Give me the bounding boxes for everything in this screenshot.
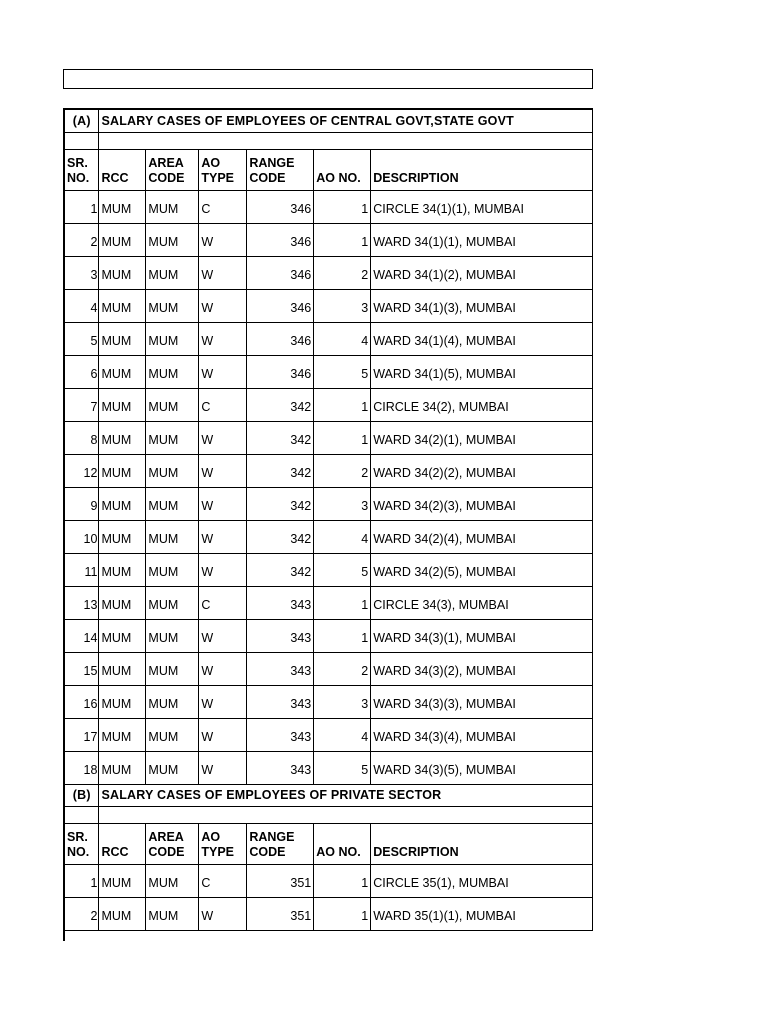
- cell-range-code[interactable]: 346: [247, 289, 314, 322]
- cell-description[interactable]: WARD 34(1)(1), MUMBAI: [371, 223, 593, 256]
- table-row: [65, 718, 593, 751]
- cell-ao-no[interactable]: 3: [314, 487, 371, 520]
- cell-ao-type[interactable]: W: [199, 256, 247, 289]
- cell-sr-no[interactable]: 3: [65, 256, 99, 289]
- cell-range-code[interactable]: 351: [247, 897, 314, 930]
- cell-sr-no[interactable]: 9: [65, 487, 99, 520]
- cell-sr-no[interactable]: 1: [65, 190, 99, 223]
- cell-ao-type[interactable]: W: [199, 520, 247, 553]
- cell-ao-type[interactable]: W: [199, 553, 247, 586]
- cell-ao-type[interactable]: C: [199, 864, 247, 897]
- col-header-ao-type[interactable]: [199, 823, 247, 864]
- cell-rcc[interactable]: MUM: [99, 388, 146, 421]
- col-header-rcc[interactable]: RCC: [99, 823, 146, 864]
- cell-sr-no[interactable]: 18: [65, 751, 99, 784]
- header-text: AREA: [148, 155, 184, 170]
- cell-range-code[interactable]: 343: [247, 586, 314, 619]
- cell-ao-type[interactable]: W: [199, 421, 247, 454]
- cell-rcc[interactable]: MUM: [99, 864, 146, 897]
- header-text: AO: [201, 155, 221, 170]
- cell-rcc[interactable]: MUM: [99, 553, 146, 586]
- cell-ao-no[interactable]: 2: [314, 256, 371, 289]
- cell-ao-no[interactable]: 1: [314, 223, 371, 256]
- cell-rcc[interactable]: MUM: [99, 586, 146, 619]
- table-row: [65, 487, 593, 520]
- cell-area-code[interactable]: MUM: [146, 454, 199, 487]
- table-row: [65, 520, 593, 553]
- cell-description[interactable]: CIRCLE 34(2), MUMBAI: [371, 388, 593, 421]
- header-text: CODE: [249, 170, 286, 185]
- cell-ao-type[interactable]: W: [199, 289, 247, 322]
- cell-description[interactable]: WARD 34(3)(4), MUMBAI: [371, 718, 593, 751]
- col-header-range-code[interactable]: [247, 823, 314, 864]
- cell-rcc[interactable]: MUM: [99, 223, 146, 256]
- cell-sr-no[interactable]: 10: [65, 520, 99, 553]
- cell-description[interactable]: WARD 34(1)(3), MUMBAI: [371, 289, 593, 322]
- cell-sr-no[interactable]: 1: [65, 864, 99, 897]
- col-header-rcc[interactable]: RCC: [99, 149, 146, 190]
- cell-range-code[interactable]: 346: [247, 256, 314, 289]
- cell-area-code[interactable]: MUM: [146, 355, 199, 388]
- cell-ao-type[interactable]: C: [199, 388, 247, 421]
- cell-description[interactable]: CIRCLE 35(1), MUMBAI: [371, 864, 593, 897]
- cell-ao-no[interactable]: 1: [314, 897, 371, 930]
- cell-area-code[interactable]: MUM: [146, 388, 199, 421]
- cell-rcc[interactable]: MUM: [99, 685, 146, 718]
- cell-area-code[interactable]: MUM: [146, 619, 199, 652]
- table-row: [65, 864, 593, 897]
- cell-area-code[interactable]: MUM: [146, 553, 199, 586]
- table-row: [65, 751, 593, 784]
- cell-rcc[interactable]: MUM: [99, 190, 146, 223]
- cell-area-code[interactable]: MUM: [146, 289, 199, 322]
- cell-ao-type[interactable]: W: [199, 619, 247, 652]
- cell-ao-no[interactable]: 1: [314, 190, 371, 223]
- cell-area-code[interactable]: MUM: [146, 685, 199, 718]
- header-text: TYPE: [201, 844, 235, 859]
- cell-ao-no[interactable]: 1: [314, 388, 371, 421]
- section-b-heading-row: [65, 784, 593, 806]
- cell-area-code[interactable]: MUM: [146, 256, 199, 289]
- col-header-description[interactable]: DESCRIPTION: [371, 823, 593, 864]
- cell-ao-no[interactable]: 4: [314, 322, 371, 355]
- cell-range-code[interactable]: 343: [247, 619, 314, 652]
- cell-ao-no[interactable]: 5: [314, 553, 371, 586]
- header-text: NO.: [67, 170, 90, 185]
- cell-area-code[interactable]: MUM: [146, 322, 199, 355]
- cell-area-code[interactable]: MUM: [146, 487, 199, 520]
- table-row: [65, 256, 593, 289]
- table-row: [65, 454, 593, 487]
- header-text: AO: [201, 829, 221, 844]
- cell-sr-no[interactable]: 7: [65, 388, 99, 421]
- table-row: [65, 388, 593, 421]
- cell-rcc[interactable]: MUM: [99, 322, 146, 355]
- cell-area-code[interactable]: MUM: [146, 586, 199, 619]
- header-text: NO.: [67, 844, 90, 859]
- cell-description[interactable]: WARD 34(1)(4), MUMBAI: [371, 322, 593, 355]
- cell-ao-no[interactable]: 1: [314, 421, 371, 454]
- cell-range-code[interactable]: 346: [247, 190, 314, 223]
- blank-cell[interactable]: [99, 806, 593, 823]
- header-text: CODE: [148, 170, 185, 185]
- cell-area-code[interactable]: MUM: [146, 421, 199, 454]
- cell-description[interactable]: WARD 34(1)(5), MUMBAI: [371, 355, 593, 388]
- cell-sr-no[interactable]: 4: [65, 289, 99, 322]
- section-a-heading-row: [65, 110, 593, 132]
- cell-rcc[interactable]: MUM: [99, 256, 146, 289]
- cell-range-code[interactable]: 342: [247, 421, 314, 454]
- section-a-title[interactable]: SALARY CASES OF EMPLOYEES OF CENTRAL GOVT,STATE GOVT: [99, 110, 593, 132]
- col-header-area-code[interactable]: [146, 823, 199, 864]
- cell-sr-no[interactable]: 2: [65, 897, 99, 930]
- blank-cell[interactable]: [65, 806, 99, 823]
- table-row: [65, 421, 593, 454]
- cell-description[interactable]: WARD 34(3)(5), MUMBAI: [371, 751, 593, 784]
- cell-ao-type[interactable]: W: [199, 322, 247, 355]
- cell-range-code[interactable]: 343: [247, 685, 314, 718]
- cell-area-code[interactable]: MUM: [146, 897, 199, 930]
- table-row: [65, 619, 593, 652]
- cell-ao-no[interactable]: 5: [314, 355, 371, 388]
- cell-range-code[interactable]: 342: [247, 553, 314, 586]
- blank-row: [65, 132, 593, 149]
- cell-rcc[interactable]: MUM: [99, 454, 146, 487]
- cell-range-code[interactable]: 346: [247, 223, 314, 256]
- cell-ao-type[interactable]: W: [199, 355, 247, 388]
- blank-cell[interactable]: [99, 132, 593, 149]
- cell-sr-no[interactable]: 13: [65, 586, 99, 619]
- cell-rcc[interactable]: MUM: [99, 487, 146, 520]
- header-text: SR.: [67, 829, 88, 844]
- cell-sr-no[interactable]: 11: [65, 553, 99, 586]
- cell-sr-no[interactable]: 15: [65, 652, 99, 685]
- col-header-sr-no[interactable]: [65, 149, 99, 190]
- cell-sr-no[interactable]: 8: [65, 421, 99, 454]
- cell-description[interactable]: WARD 34(2)(1), MUMBAI: [371, 421, 593, 454]
- header-text: CODE: [148, 844, 185, 859]
- cell-sr-no[interactable]: 2: [65, 223, 99, 256]
- table-row: [65, 586, 593, 619]
- cell-description[interactable]: WARD 34(2)(2), MUMBAI: [371, 454, 593, 487]
- table-row: [65, 897, 593, 930]
- header-text: TYPE: [201, 170, 235, 185]
- header-text: CODE: [249, 844, 286, 859]
- cell-ao-type[interactable]: W: [199, 223, 247, 256]
- cell-sr-no[interactable]: 5: [65, 322, 99, 355]
- cell-ao-type[interactable]: W: [199, 718, 247, 751]
- col-header-ao-no[interactable]: AO NO.: [314, 149, 371, 190]
- cell-ao-type[interactable]: W: [199, 454, 247, 487]
- cell-rcc[interactable]: MUM: [99, 520, 146, 553]
- cell-ao-no[interactable]: 1: [314, 864, 371, 897]
- cell-description[interactable]: WARD 34(2)(5), MUMBAI: [371, 553, 593, 586]
- cell-area-code[interactable]: MUM: [146, 223, 199, 256]
- cell-range-code[interactable]: 342: [247, 520, 314, 553]
- col-header-ao-type[interactable]: [199, 149, 247, 190]
- section-b-label[interactable]: (B): [65, 784, 99, 806]
- cell-description[interactable]: WARD 34(1)(2), MUMBAI: [371, 256, 593, 289]
- cell-ao-no[interactable]: 4: [314, 520, 371, 553]
- cell-range-code[interactable]: 346: [247, 322, 314, 355]
- cell-ao-type[interactable]: W: [199, 685, 247, 718]
- spreadsheet-grid: [63, 108, 593, 941]
- cell-description[interactable]: WARD 34(3)(2), MUMBAI: [371, 652, 593, 685]
- blank-cell[interactable]: [65, 132, 99, 149]
- cell-area-code[interactable]: MUM: [146, 652, 199, 685]
- cell-ao-type[interactable]: C: [199, 190, 247, 223]
- header-text: SR.: [67, 155, 88, 170]
- cell-ao-no[interactable]: 2: [314, 454, 371, 487]
- cell-description[interactable]: WARD 34(3)(1), MUMBAI: [371, 619, 593, 652]
- table-row: [65, 355, 593, 388]
- cell-ao-no[interactable]: 5: [314, 751, 371, 784]
- cell-rcc[interactable]: MUM: [99, 718, 146, 751]
- table-row: [65, 652, 593, 685]
- cell-rcc[interactable]: MUM: [99, 619, 146, 652]
- cell-rcc[interactable]: MUM: [99, 897, 146, 930]
- cell-area-code[interactable]: MUM: [146, 718, 199, 751]
- table-row: [65, 553, 593, 586]
- cell-ao-no[interactable]: 3: [314, 289, 371, 322]
- cell-area-code[interactable]: MUM: [146, 751, 199, 784]
- cell-range-code[interactable]: 342: [247, 388, 314, 421]
- cell-rcc[interactable]: MUM: [99, 355, 146, 388]
- column-header-row: [65, 823, 593, 864]
- cell-range-code[interactable]: 343: [247, 718, 314, 751]
- cell-rcc[interactable]: MUM: [99, 652, 146, 685]
- col-header-ao-no[interactable]: AO NO.: [314, 823, 371, 864]
- cell-ao-type[interactable]: C: [199, 586, 247, 619]
- cell-description[interactable]: WARD 34(2)(3), MUMBAI: [371, 487, 593, 520]
- header-text: RANGE: [249, 155, 295, 170]
- header-cell-empty[interactable]: [63, 69, 593, 89]
- cell-area-code[interactable]: MUM: [146, 864, 199, 897]
- cell-range-code[interactable]: 342: [247, 454, 314, 487]
- col-header-area-code[interactable]: [146, 149, 199, 190]
- blank-row: [65, 806, 593, 823]
- data-table: [65, 110, 593, 931]
- cell-area-code[interactable]: MUM: [146, 520, 199, 553]
- cell-range-code[interactable]: 342: [247, 487, 314, 520]
- cell-ao-type[interactable]: W: [199, 487, 247, 520]
- section-a-label[interactable]: (A): [65, 110, 99, 132]
- cell-description[interactable]: CIRCLE 34(3), MUMBAI: [371, 586, 593, 619]
- cell-rcc[interactable]: MUM: [99, 289, 146, 322]
- cell-ao-no[interactable]: 1: [314, 619, 371, 652]
- col-header-range-code[interactable]: [247, 149, 314, 190]
- cell-ao-type[interactable]: W: [199, 897, 247, 930]
- cell-ao-no[interactable]: 3: [314, 685, 371, 718]
- cell-rcc[interactable]: MUM: [99, 421, 146, 454]
- table-row: [65, 685, 593, 718]
- cell-sr-no[interactable]: 14: [65, 619, 99, 652]
- cell-area-code[interactable]: MUM: [146, 190, 199, 223]
- cell-description[interactable]: WARD 35(1)(1), MUMBAI: [371, 897, 593, 930]
- cell-description[interactable]: CIRCLE 34(1)(1), MUMBAI: [371, 190, 593, 223]
- cell-range-code[interactable]: 343: [247, 652, 314, 685]
- cell-range-code[interactable]: 346: [247, 355, 314, 388]
- section-b-title[interactable]: SALARY CASES OF EMPLOYEES OF PRIVATE SECTOR: [99, 784, 593, 806]
- cell-rcc[interactable]: MUM: [99, 751, 146, 784]
- col-header-sr-no[interactable]: [65, 823, 99, 864]
- header-text: RANGE: [249, 829, 295, 844]
- cell-range-code[interactable]: 343: [247, 751, 314, 784]
- cell-description[interactable]: WARD 34(3)(3), MUMBAI: [371, 685, 593, 718]
- col-header-description[interactable]: DESCRIPTION: [371, 149, 593, 190]
- cell-range-code[interactable]: 351: [247, 864, 314, 897]
- cell-sr-no[interactable]: 12: [65, 454, 99, 487]
- cell-ao-type[interactable]: W: [199, 751, 247, 784]
- table-row: [65, 223, 593, 256]
- cell-sr-no[interactable]: 17: [65, 718, 99, 751]
- cell-ao-type[interactable]: W: [199, 652, 247, 685]
- cell-ao-no[interactable]: 1: [314, 586, 371, 619]
- table-row: [65, 322, 593, 355]
- header-text: AREA: [148, 829, 184, 844]
- table-row: [65, 289, 593, 322]
- cell-description[interactable]: WARD 34(2)(4), MUMBAI: [371, 520, 593, 553]
- cell-sr-no[interactable]: 6: [65, 355, 99, 388]
- cell-ao-no[interactable]: 2: [314, 652, 371, 685]
- cell-sr-no[interactable]: 16: [65, 685, 99, 718]
- cell-ao-no[interactable]: 4: [314, 718, 371, 751]
- column-header-row: [65, 149, 593, 190]
- table-row: [65, 190, 593, 223]
